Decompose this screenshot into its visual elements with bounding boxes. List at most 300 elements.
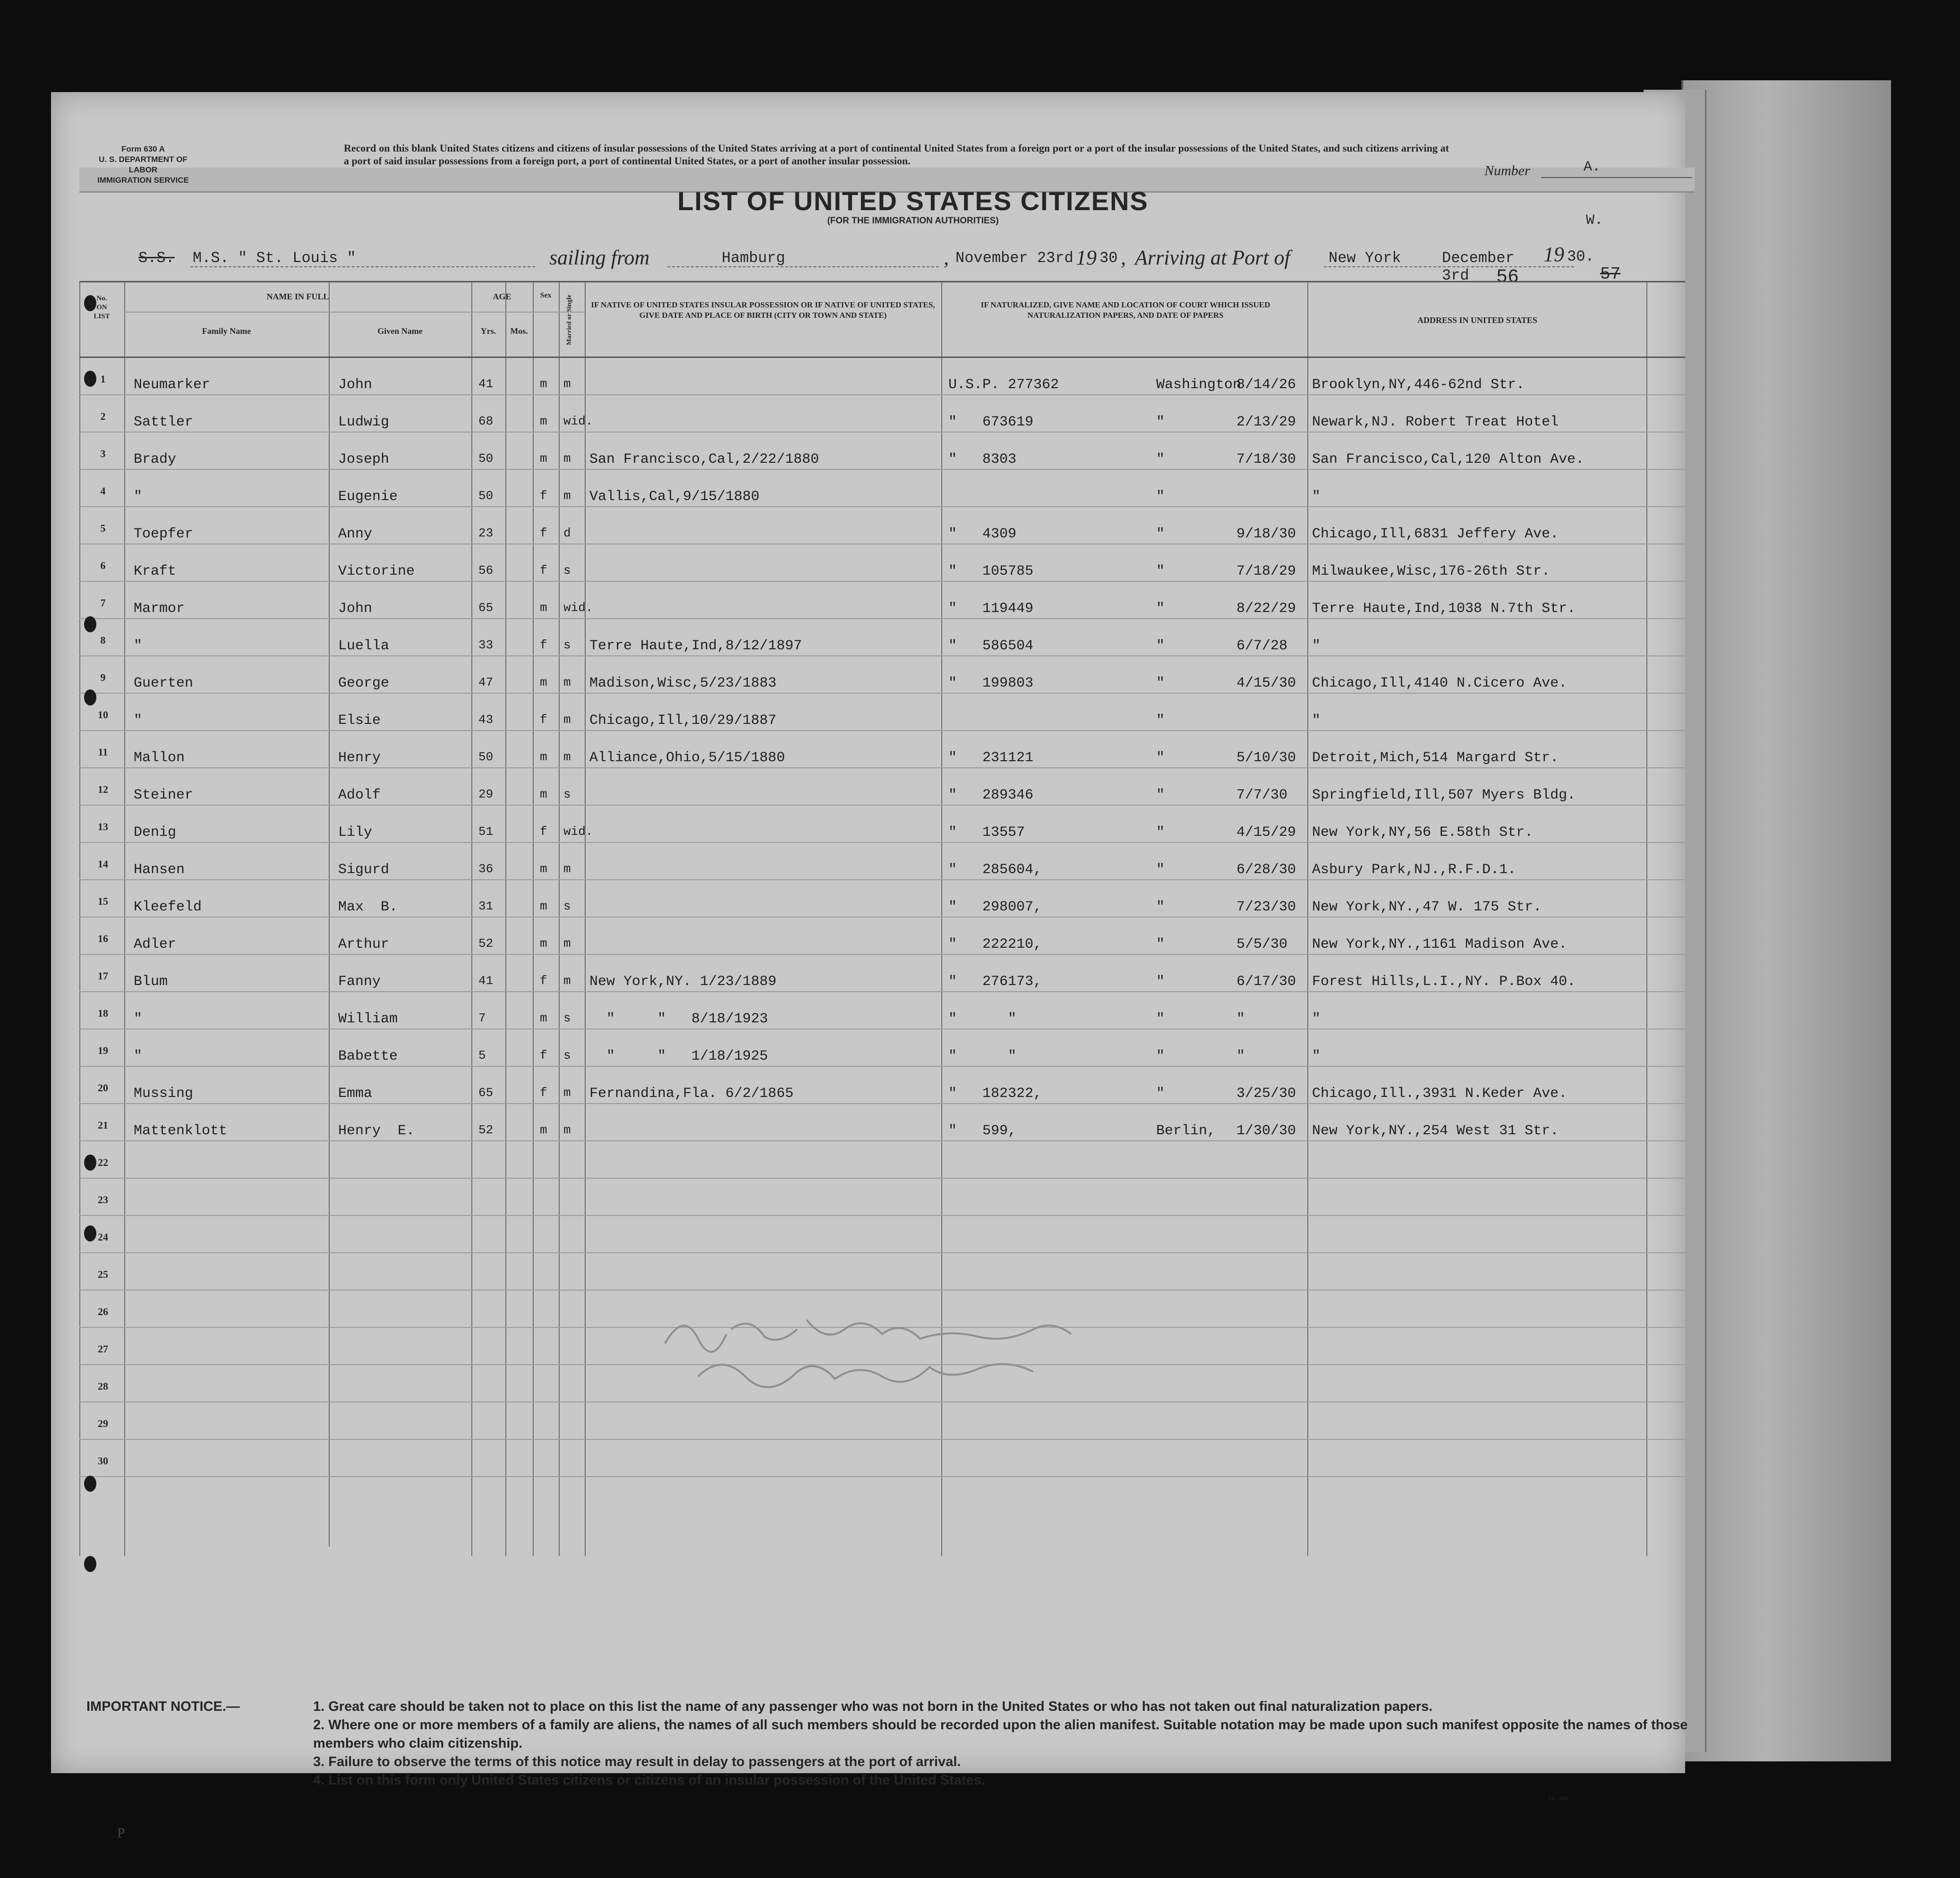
header-bottom-line (79, 357, 1685, 358)
table-cell-naturalization-date: " (1236, 1048, 1245, 1064)
notice-heading: IMPORTANT NOTICE.— (86, 1699, 240, 1714)
table-cell-family: Mussing (134, 1086, 194, 1102)
table-cell-address: Chicago,Ill.,3931 N.Keder Ave. (1312, 1086, 1568, 1102)
table-cell-age-yrs: 23 (478, 526, 494, 540)
row-rule (79, 618, 1685, 619)
header-native-birth: IF NATIVE OF UNITED STATES INSULAR POSSESSION OR IF NATIVE OF UNITED STATES, GIVE DATE AND PLACE OF BIRTH (CITY OR TOWN AND STATE) (591, 300, 935, 320)
table-cell-address: New York,NY.,47 W. 175 Str. (1312, 899, 1542, 915)
header-name-in-full: NAME IN FULL (266, 292, 329, 301)
row-rule (79, 506, 1685, 507)
table-cell-naturalization-no: " 199803 (948, 675, 1034, 691)
row-rule (79, 879, 1685, 880)
header-age: AGE (493, 292, 511, 301)
table-cell-sex: m (540, 601, 547, 615)
table-cell-court: " (1156, 899, 1165, 915)
arrival-underline (1324, 266, 1574, 267)
table-cell-court: " (1156, 526, 1165, 542)
table-cell-age-yrs: 50 (478, 750, 494, 764)
binder-hole (84, 295, 96, 311)
table-cell-marital: wid. (563, 824, 593, 839)
table-cell-naturalization-no: " 105785 (948, 563, 1034, 579)
table-cell-marital: m (563, 377, 571, 391)
row-number: 6 (100, 560, 106, 571)
table-cell-court: " (1156, 713, 1165, 729)
table-cell-sex: m (540, 899, 547, 913)
table-cell-birthplace: Vallis,Cal,9/15/1880 (589, 489, 760, 505)
table-cell-family: Marmor (134, 601, 185, 617)
table-cell-given: Fanny (338, 974, 381, 990)
table-cell-address: " (1312, 489, 1321, 505)
table-cell-naturalization-date: 1/30/30 (1236, 1123, 1296, 1139)
table-cell-naturalization-no: U.S.P. 277362 (948, 377, 1059, 393)
table-cell-given: Eugenie (338, 489, 398, 505)
table-cell-marital: s (563, 899, 571, 913)
table-cell-marital: wid. (563, 601, 593, 615)
notice-item: 3. Failure to observe the terms of this notice may result in delay to passengers at the port of arrival. (313, 1754, 961, 1769)
table-cell-naturalization-date: 7/7/30 (1236, 787, 1288, 803)
table-cell-age-yrs: 31 (478, 899, 494, 913)
table-cell-naturalization-no: " 8303 (948, 451, 1017, 467)
row-number: 23 (98, 1194, 108, 1206)
col-line (329, 281, 330, 1547)
table-cell-sex: m (540, 377, 547, 391)
table-cell-age-yrs: 65 (478, 1086, 494, 1100)
row-rule (79, 394, 1685, 395)
row-rule (79, 1290, 1685, 1291)
table-cell-age-yrs: 56 (478, 563, 494, 578)
table-cell-court: " (1156, 824, 1165, 841)
table-cell-birthplace: New York,NY. 1/23/1889 (589, 974, 777, 990)
table-cell-marital: s (563, 787, 571, 801)
table-cell-age-yrs: 52 (478, 1123, 494, 1137)
table-cell-given: Anny (338, 526, 373, 542)
table-cell-family: " (134, 638, 143, 654)
row-rule (79, 1439, 1685, 1440)
table-cell-given: Max B. (338, 899, 398, 915)
table-cell-family: Toepfer (134, 526, 194, 542)
notice-item: 1. Great care should be taken not to place on this list the name of any passenger who was not born in the United States or who has not taken out final naturalization papers. (313, 1699, 1433, 1714)
table-cell-age-yrs: 7 (478, 1011, 486, 1025)
row-number: 26 (98, 1306, 108, 1317)
row-number: 13 (98, 821, 108, 833)
table-cell-marital: s (563, 563, 571, 578)
table-cell-naturalization-no: " 599, (948, 1123, 1017, 1139)
table-cell-family: Neumarker (134, 377, 211, 393)
table-cell-naturalization-date: 5/10/30 (1236, 750, 1296, 766)
row-number: 18 (98, 1007, 108, 1019)
row-rule (79, 1140, 1685, 1141)
row-rule (79, 655, 1685, 656)
table-cell-address: Chicago,Ill,6831 Jeffery Ave. (1312, 526, 1559, 542)
table-cell-court: " (1156, 489, 1165, 505)
table-cell-court: " (1156, 451, 1165, 467)
table-cell-court: " (1156, 601, 1165, 617)
number-label: Number (1484, 163, 1530, 178)
table-cell-marital: m (563, 451, 571, 466)
sailing-from-label: sailing from (549, 246, 650, 269)
header-mid-line (124, 312, 585, 313)
table-cell-court: " (1156, 1086, 1165, 1102)
form-code: 14—938 (1548, 1796, 1568, 1802)
table-cell-given: Henry (338, 750, 381, 766)
table-cell-naturalization-no: " 222210, (948, 936, 1042, 952)
header-top-line (79, 281, 1685, 282)
table-cell-naturalization-date: 5/5/30 (1236, 936, 1288, 952)
arrival-year: 30. (1567, 248, 1594, 265)
record-instructions: Record on this blank United States citizens and citizens of insular possessions of the United States arriving at a port of continental United States from a foreign port or a port of the insular possessions of the United States, and such citizens arriving at a port of said insular possessions from a foreign port, a port of continental United States, or a port of another insular possession. (344, 142, 1449, 167)
table-cell-court: " (1156, 414, 1165, 430)
row-number: 14 (98, 858, 108, 870)
table-cell-family: Steiner (134, 787, 194, 803)
table-cell-given: John (338, 601, 373, 617)
table-cell-age-yrs: 5 (478, 1048, 486, 1062)
table-cell-family: " (134, 1011, 143, 1027)
table-cell-court: Washington (1156, 377, 1242, 393)
table-cell-marital: m (563, 936, 571, 951)
table-cell-address: Brooklyn,NY,446-62nd Str. (1312, 377, 1525, 393)
table-cell-sex: f (540, 974, 547, 988)
table-cell-marital: m (563, 1123, 571, 1137)
row-rule (79, 917, 1685, 918)
vessel-underline (190, 266, 535, 267)
row-number: 28 (98, 1380, 108, 1392)
table-cell-naturalization-date: 3/25/30 (1236, 1086, 1296, 1102)
row-number: 12 (98, 783, 108, 795)
table-cell-age-yrs: 65 (478, 601, 494, 615)
back-page-edge (1681, 80, 1891, 1761)
table-cell-naturalization-no: " " (948, 1011, 1017, 1027)
header-family-name: Family Name (202, 326, 251, 336)
row-number: 27 (98, 1343, 108, 1355)
table-cell-sex: m (540, 862, 547, 876)
table-cell-family: Brady (134, 451, 177, 467)
row-number: 3 (100, 448, 106, 459)
row-rule (79, 805, 1685, 806)
table-cell-naturalization-no: " 586504 (948, 638, 1034, 654)
stamp-number: 56 (1496, 267, 1519, 288)
table-cell-marital: m (563, 1086, 571, 1100)
binder-hole (84, 689, 96, 705)
sailing-line: S.S. M.S. " St. Louis " sailing from Hamburg , November 23rd 19 30 , Arriving at Port of New York December 3rd (138, 246, 1451, 268)
table-cell-family: Kleefeld (134, 899, 202, 915)
table-cell-sex: f (540, 1048, 547, 1062)
table-cell-sex: m (540, 451, 547, 466)
row-number: 7 (100, 597, 106, 609)
table-cell-family: Mattenklott (134, 1123, 228, 1139)
row-rule (79, 1178, 1685, 1179)
sailing-from-port: Hamburg (722, 249, 785, 267)
table-cell-family: Blum (134, 974, 168, 990)
row-rule (79, 1028, 1685, 1029)
table-cell-family: Kraft (134, 563, 177, 579)
table-cell-address: " (1312, 638, 1321, 654)
table-cell-age-yrs: 36 (478, 862, 494, 876)
row-number: 21 (98, 1119, 108, 1131)
form-id: Form 630 A U. S. DEPARTMENT OF LABOR IMMIGRATION SERVICE (97, 144, 189, 185)
table-cell-naturalization-date: 4/15/30 (1236, 675, 1296, 691)
table-cell-age-yrs: 41 (478, 974, 494, 988)
table-cell-naturalization-no: " 182322, (948, 1086, 1042, 1102)
row-number: 1 (100, 373, 106, 385)
table-cell-age-yrs: 52 (478, 936, 494, 951)
table-cell-marital: m (563, 489, 571, 503)
table-cell-naturalization-date: 8/14/26 (1236, 377, 1296, 393)
arrival-date: December 3rd (1442, 249, 1515, 284)
table-cell-family: Adler (134, 936, 177, 952)
header-yrs: Yrs. (480, 326, 496, 336)
table-cell-family: Denig (134, 824, 177, 841)
table-cell-given: Lily (338, 824, 373, 841)
table-cell-birthplace: Terre Haute,Ind,8/12/1897 (589, 638, 802, 654)
table-cell-naturalization-no: " 285604, (948, 862, 1042, 878)
table-cell-address: " (1312, 713, 1321, 729)
notice-item: 2. Where one or more members of a family are aliens, the names of all such members should be recorded upon the alien manifest. Suitable notation may be made upon such manifest opposite the names of those members who claim citizenship. (313, 1717, 1688, 1751)
table-cell-given: Sigurd (338, 862, 390, 878)
table-cell-family: Sattler (134, 414, 194, 430)
table-cell-naturalization-no: " 119449 (948, 601, 1034, 617)
stamp-number-struck: 57 (1600, 264, 1621, 284)
table-cell-sex: f (540, 563, 547, 578)
table-cell-given: William (338, 1011, 398, 1027)
table-cell-family: " (134, 489, 143, 505)
manifest-page (51, 92, 1688, 1841)
table-cell-naturalization-date: 6/17/30 (1236, 974, 1296, 990)
row-number: 5 (100, 522, 106, 534)
table-cell-address: New York,NY.,1161 Madison Ave. (1312, 936, 1568, 952)
row-number: 19 (98, 1045, 108, 1056)
binder-hole (84, 1155, 96, 1171)
table-cell-given: Ludwig (338, 414, 390, 430)
table-cell-marital: m (563, 750, 571, 764)
table-cell-naturalization-date: 6/28/30 (1236, 862, 1296, 878)
table-cell-court: " (1156, 974, 1165, 990)
sail-year-prefix: 19 (1076, 246, 1097, 269)
table-cell-naturalization-date: 9/18/30 (1236, 526, 1296, 542)
table-cell-age-yrs: 29 (478, 787, 494, 801)
table-cell-birthplace: San Francisco,Cal,2/22/1880 (589, 451, 819, 467)
table-cell-naturalization-no: " " (948, 1048, 1017, 1064)
table-cell-address: Newark,NJ. Robert Treat Hotel (1312, 414, 1559, 430)
table-cell-family: Mallon (134, 750, 185, 766)
row-rule (79, 1103, 1685, 1104)
table-cell-naturalization-no: " 13557 (948, 824, 1025, 841)
table-cell-court: " (1156, 675, 1165, 691)
row-number: 8 (100, 634, 106, 646)
table-cell-naturalization-date: 7/18/29 (1236, 563, 1296, 579)
table-cell-family: Guerten (134, 675, 194, 691)
table-cell-marital: s (563, 638, 571, 652)
table-cell-court: " (1156, 862, 1165, 878)
table-cell-given: Babette (338, 1048, 398, 1064)
table-cell-family: " (134, 1048, 143, 1064)
binder-hole (84, 616, 96, 632)
row-rule (79, 954, 1685, 955)
table-cell-birthplace: Fernandina,Fla. 6/2/1865 (589, 1086, 794, 1102)
table-cell-age-yrs: 41 (478, 377, 494, 391)
table-cell-sex: m (540, 750, 547, 764)
header-no-on-list: No. ON LIST (94, 295, 110, 320)
table-cell-birthplace: " " 8/18/1923 (589, 1011, 768, 1027)
table-cell-address: New York,NY,56 E.58th Str. (1312, 824, 1534, 841)
row-number: 20 (98, 1082, 108, 1094)
binder-hole (84, 1476, 96, 1492)
row-rule (79, 1215, 1685, 1216)
table-cell-marital: m (563, 862, 571, 876)
table-cell-naturalization-date: 7/23/30 (1236, 899, 1296, 915)
page-subtitle: (FOR THE IMMIGRATION AUTHORITIES) (827, 216, 999, 226)
table-cell-court: " (1156, 936, 1165, 952)
table-cell-given: Elsie (338, 713, 381, 729)
table-cell-naturalization-no: " 298007, (948, 899, 1042, 915)
row-rule (79, 581, 1685, 582)
table-cell-given: Adolf (338, 787, 381, 803)
row-number: 30 (98, 1455, 108, 1467)
header-address: ADDRESS IN UNITED STATES (1417, 315, 1537, 325)
row-number: 15 (98, 895, 108, 907)
table-cell-age-yrs: 68 (478, 414, 494, 428)
row-rule (79, 469, 1685, 470)
table-cell-court: " (1156, 1011, 1165, 1027)
vessel-name: M.S. " St. Louis " (193, 249, 356, 267)
binder-hole (84, 371, 96, 387)
table-cell-given: Joseph (338, 451, 390, 467)
table-cell-family: " (134, 713, 143, 729)
table-cell-given: Victorine (338, 563, 415, 579)
table-cell-address: New York,NY.,254 West 31 Str. (1312, 1123, 1559, 1139)
table-cell-address: " (1312, 1048, 1321, 1064)
table-cell-sex: m (540, 787, 547, 801)
arrival-year-prefix: 19 (1543, 243, 1564, 266)
row-number: 2 (100, 410, 106, 422)
row-rule (79, 1066, 1685, 1067)
sailing-from-underline (667, 266, 939, 267)
table-cell-sex: m (540, 675, 547, 689)
sail-year: 30 (1099, 249, 1118, 267)
header-naturalized: IF NATURALIZED, GIVE NAME AND LOCATION OF COURT WHICH ISSUED NATURALIZATION PAPERS, AND DATE OF PAPERS (980, 300, 1270, 320)
row-number: 10 (98, 709, 108, 721)
table-cell-sex: f (540, 638, 547, 652)
row-rule (79, 991, 1685, 992)
table-cell-naturalization-date: 7/18/30 (1236, 451, 1296, 467)
table-cell-sex: f (540, 713, 547, 727)
table-cell-court: " (1156, 787, 1165, 803)
table-cell-naturalization-no: " 231121 (948, 750, 1034, 766)
table-cell-given: Arthur (338, 936, 390, 952)
table-cell-birthplace: Alliance,Ohio,5/15/1880 (589, 750, 785, 766)
table-cell-naturalization-date: 4/15/29 (1236, 824, 1296, 841)
table-cell-birthplace: Chicago,Ill,10/29/1887 (589, 713, 777, 729)
row-rule (79, 842, 1685, 843)
header-sex: Sex (540, 291, 552, 299)
table-cell-given: Luella (338, 638, 390, 654)
table-cell-address: Chicago,Ill,4140 N.Cicero Ave. (1312, 675, 1568, 691)
table-cell-sex: m (540, 414, 547, 428)
table-cell-age-yrs: 47 (478, 675, 494, 689)
table-cell-court: " (1156, 638, 1165, 654)
w-mark: W. (1586, 212, 1603, 229)
vessel-prefix: S.S. (138, 249, 175, 267)
table-cell-given: Emma (338, 1086, 373, 1102)
row-rule (79, 1476, 1685, 1477)
row-rule (79, 767, 1685, 768)
notice-item: 4. List on this form only United States citizens or citizens of an insular possession of the United States. (313, 1773, 985, 1788)
table-cell-age-yrs: 50 (478, 451, 494, 466)
row-number: 24 (98, 1231, 108, 1243)
table-cell-naturalization-no: " 289346 (948, 787, 1034, 803)
table-cell-naturalization-date: 8/22/29 (1236, 601, 1296, 617)
table-cell-age-yrs: 43 (478, 713, 494, 727)
table-cell-given: George (338, 675, 390, 691)
table-cell-sex: m (540, 1123, 547, 1137)
table-cell-age-yrs: 51 (478, 824, 494, 839)
number-value: A. (1584, 159, 1601, 175)
table-cell-birthplace: Madison,Wisc,5/23/1883 (589, 675, 777, 691)
page-title: LIST OF UNITED STATES CITIZENS (677, 186, 1149, 216)
table-cell-address: Detroit,Mich,514 Margard Str. (1312, 750, 1559, 766)
table-cell-marital: s (563, 1011, 571, 1025)
row-number: 11 (98, 746, 108, 758)
binder-hole (84, 1556, 96, 1572)
table-cell-given: Henry E. (338, 1123, 415, 1139)
binder-hole (84, 1225, 96, 1241)
row-rule (79, 693, 1685, 694)
table-cell-birthplace: " " 1/18/1925 (589, 1048, 768, 1064)
notice-list (313, 1698, 1711, 1790)
table-cell-address: San Francisco,Cal,120 Alton Ave. (1312, 451, 1585, 467)
table-cell-sex: f (540, 489, 547, 503)
table-cell-marital: wid. (563, 414, 593, 428)
header-married-single: Married or Single (566, 294, 573, 346)
table-cell-marital: d (563, 526, 571, 540)
table-cell-marital: m (563, 974, 571, 988)
table-cell-court: " (1156, 750, 1165, 766)
table-cell-sex: f (540, 526, 547, 540)
table-cell-naturalization-no: " 4309 (948, 526, 1017, 542)
table-cell-naturalization-no: " 276173, (948, 974, 1042, 990)
handwritten-signature (656, 1301, 1095, 1395)
header-mos: Mos. (510, 326, 528, 336)
row-number: 9 (100, 671, 106, 683)
row-number: 29 (98, 1418, 108, 1429)
row-rule (79, 730, 1685, 731)
table-cell-marital: m (563, 675, 571, 689)
table-cell-marital: s (563, 1048, 571, 1062)
row-number: 22 (98, 1156, 108, 1168)
table-cell-address: Asbury Park,NJ.,R.F.D.1. (1312, 862, 1517, 878)
table-cell-address: Forest Hills,L.I.,NY. P.Box 40. (1312, 974, 1576, 990)
row-number: 17 (98, 970, 108, 982)
table-cell-family: Hansen (134, 862, 185, 878)
table-cell-address: Milwaukee,Wisc,176-26th Str. (1312, 563, 1551, 579)
sail-date: November 23rd (955, 249, 1074, 267)
table-cell-court: " (1156, 1048, 1165, 1064)
table-cell-naturalization-no: " 673619 (948, 414, 1034, 430)
table-cell-age-yrs: 50 (478, 489, 494, 503)
table-cell-sex: f (540, 1086, 547, 1100)
table-cell-naturalization-date: 2/13/29 (1236, 414, 1296, 430)
table-cell-naturalization-date: " (1236, 1011, 1245, 1027)
table-cell-address: Terre Haute,Ind,1038 N.7th Str. (1312, 601, 1576, 617)
table-cell-sex: f (540, 824, 547, 839)
arriving-label: Arriving at Port of (1135, 246, 1290, 269)
number-line (1541, 177, 1692, 178)
row-rule (79, 432, 1685, 433)
table-cell-given: John (338, 377, 373, 393)
corner-mark: P (117, 1825, 125, 1841)
table-cell-sex: m (540, 936, 547, 951)
row-number: 25 (98, 1268, 108, 1280)
table-cell-address: " (1312, 1011, 1321, 1027)
